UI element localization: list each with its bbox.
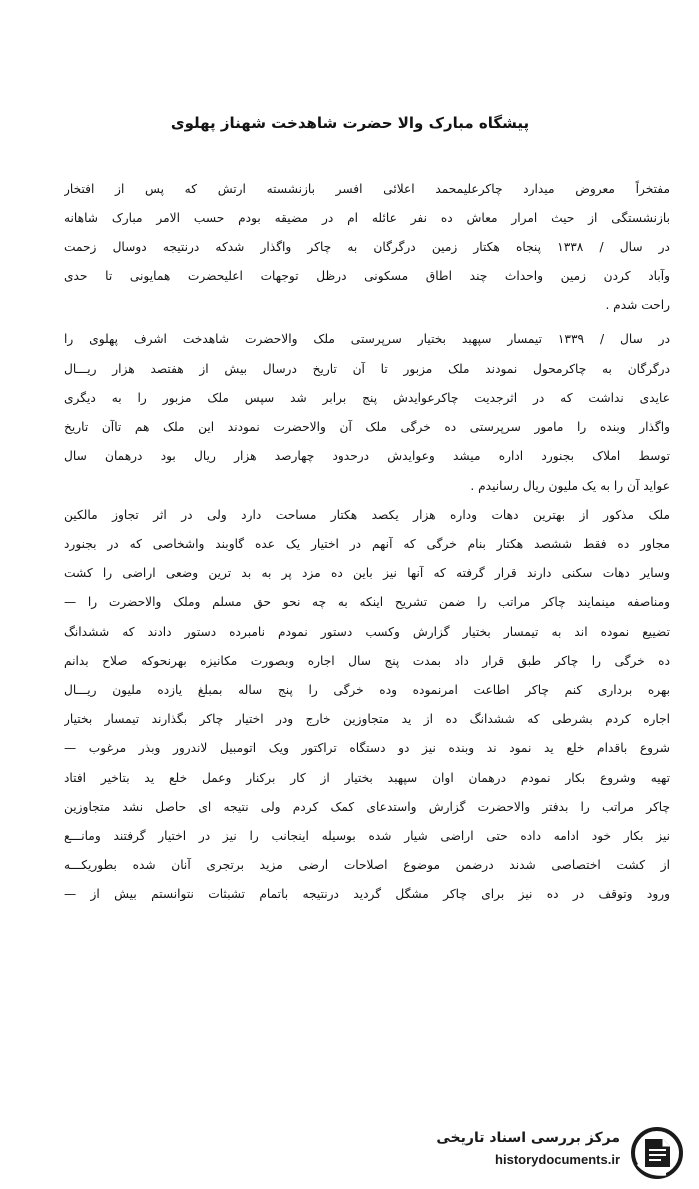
body-line: چاکر مراتب را بدفتر والاحضرت گزارش واستدعای کمک کردم ولی نتیجه ای حاصل نشد متجاوزین [64,800,670,814]
page-title: پیشگاه مبارک والا حضرت شاهدخت شهناز پهلوی [170,114,530,132]
body-line: عواید آن را به یک ملیون ریال رسانیدم . [470,479,670,493]
body-line: نیز بکار خود ادامه داده حتی اراضی شیار شده بوسیله اینجانب را نیز در اختیار گرفتند ومانـــع [64,829,670,843]
archive-url: historydocuments.ir [495,1152,620,1167]
body-line: شروع باقدام خلع ید نمود ند وبنده نیز دو دستگاه تراکتور ویک اتومبیل لاندرور وبذر مرغوب — [64,741,670,755]
archive-watermark [424,1126,690,1178]
body-line: راحت شدم . [605,298,670,312]
body-line: در سال / ۱۳۳۹ تیمسار سپهبد بختیار سرپرستی ملک والاحضرت شاهدخت اشرف پهلوی را [64,332,670,346]
body-line: واگذار وبنده را مامور سرپرستی ده خرگی ملک آن والاحضرت نمودند این ملک هم تاآن تاریخ [64,420,670,434]
body-line: عایدی نداشت که در اثرجدیت چاکرعوایدش پنج برابر شد سپس ملک مزبور را به دیگری [64,391,670,405]
body-line: وآباد کردن زمین واحداث چند اطاق مسکونی درظل توجهات اعلیحضرت همایونی تا حدی [64,269,670,283]
body-line: درگرگان به چاکرمحول نمودند ملک مزبور تا آن تاریخ درسال بیش از هفتصد هزار ریـــال [64,362,670,376]
body-line: از کشت اختصاصی شدند درضمن موضوع اصلاحات ارضی مزید برتجری آنان شده بطوریکـــه [64,858,670,872]
document-archive-logo-icon [630,1126,684,1180]
body-line: بازنشستگی از حیث امرار معاش ده نفر عائله ام در مضیقه بودم حسب الامر مبارک شاهانه [64,211,670,225]
body-line: در سال / ۱۳۳۸ پنجاه هکتار زمین درگرگان به چاکر واگذار شدکه درنتیجه دوسال زحمت [64,240,670,254]
body-line: مجاور ده فقط ششصد هکتار بنام خرگی که آنهم در اختیار یک عده گاوبند واشخاصی که در بجنورد [64,537,670,551]
body-line: وسایر دهات سکنی دارند قرار گرفته که آنها نیز باین ده مزد پر به بد ترین وضعی اراضی را کشت [64,566,670,580]
body-line: ملک مذکور از بهترین دهات وداره هزار یکصد هکتار مساحت دارد ولی در اثر تجاوز مالکین [64,508,670,522]
body-line: بهره برداری کنم چاکر اطاعت امرنموده وده خرگی را پنج ساله بمبلغ یازده ملیون ریـــال [64,683,670,697]
body-line: ومناصفه مینمایند چاکر مراتب را ضمن تشریح اینکه به چه نحو حق مسلم وملک والاحضرت را — [64,595,670,609]
body-line: ده خرگی را چاکر طبق قرار داد بمدت پنج سال اجاره وبصورت مکانیزه بهرنحوکه صلاح بدانم [64,654,670,668]
body-line: تهیه وشروع بکار نمودم درهمان اوان سپهبد بختیار از کار برکنار وعمل خلع ید بتاخیر افتاد [64,771,670,785]
body-line: اجاره کردم بشرطی که ششدانگ ده از ید متجاوزین خارج ودر اختیار چاکر بگذارند تیمسار بختیار [64,712,670,726]
body-line: مفتخراً معروض میدارد چاکرعلیمحمد اعلائی افسر بازنشسته ارتش که پس از افتخار [64,182,670,196]
body-line: ورود وتوقف در ده نیز برای چاکر مشگل گردید درنتیجه باتمام تشبثات نتوانستم بیش از — [64,887,670,901]
body-line: تضییع نموده اند به تیمسار بختیار گزارش وکسب دستور نمودم نامبرده دستور دادند که ششدانگ [64,625,670,639]
archive-name: مرکز بررسی اسناد تاریخی [436,1130,620,1146]
body-line: توسط املاک بجنورد اداره میشد وعوایدش درحدود چهارصد هزار ریال بود درهمان سال [64,449,670,463]
